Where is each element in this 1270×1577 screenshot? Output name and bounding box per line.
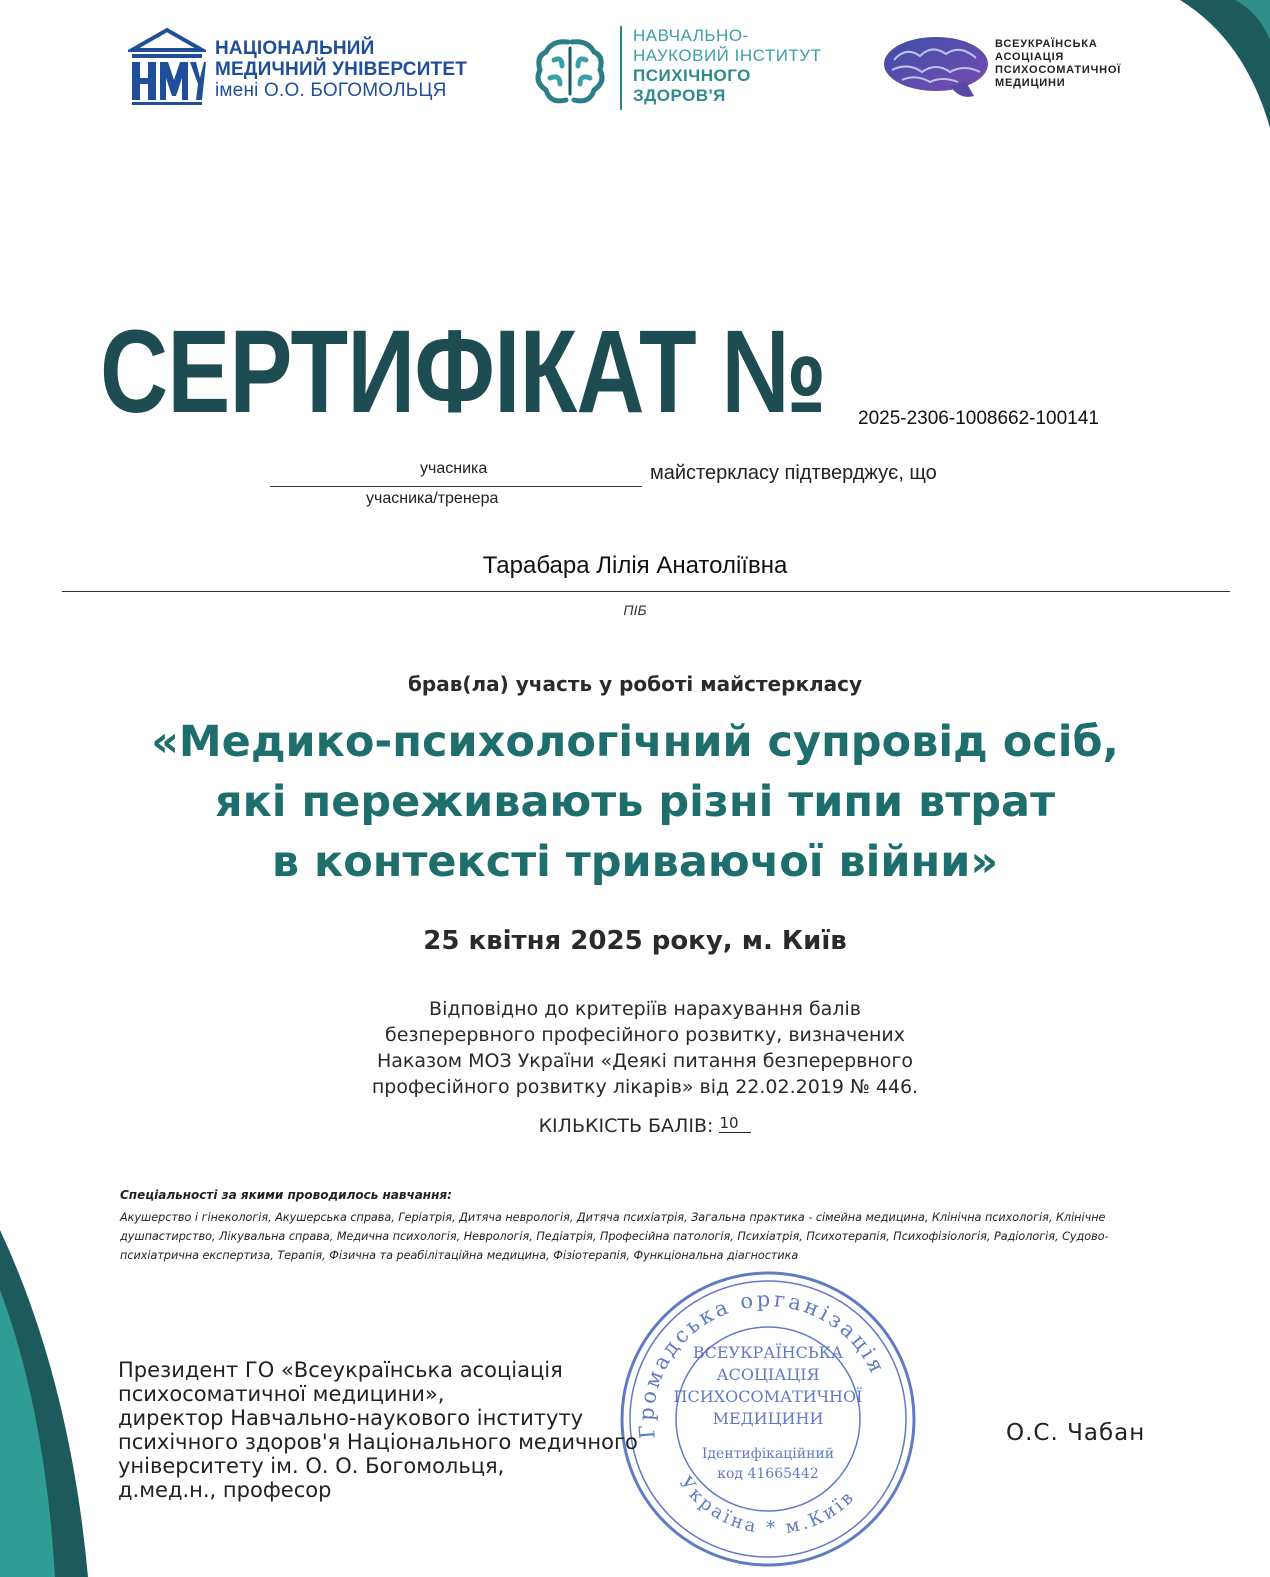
association-name: ВСЕУКРАЇНСЬКА АСОЦІАЦІЯ ПСИХОСОМАТИЧНОЇ МЕДИЦИНИ	[995, 38, 1122, 89]
university-name: НАЦІОНАЛЬНИЙ МЕДИЧНИЙ УНІВЕРСИТЕТ імені О.О. БОГОМОЛЬЦЯ	[215, 38, 468, 101]
participation-text: брав(ла) участь у роботі майстеркласу	[407, 672, 863, 696]
association-brain-logo-icon	[880, 34, 990, 102]
signer-position: Президент ГО «Всеукраїнська асоціація психосоматичної медицини», директор Навчально-наукового інституту психічного здоров'я Національного медичного університету ім. О. О. Богомольця, д.мед.н., професор	[118, 1358, 638, 1502]
role-hint: учасника/тренера	[366, 490, 499, 507]
certificate-number: 2025-2306-1008662-100141	[858, 408, 1099, 429]
course-title: «Медико-психологічний супровід осіб, які переживають різні типи втрат в контексті триваючої війни»	[151, 717, 1119, 887]
stamp-line-3: ПСИХОСОМАТИЧНОЇ	[673, 1387, 863, 1406]
stamp-id-label: Ідентифікаційний	[701, 1446, 835, 1462]
stamp-line-1: ВСЕУКРАЇНСЬКА	[692, 1343, 844, 1362]
stamp-bottom-text: Україна * м.Київ	[674, 1472, 860, 1539]
bottom-left-corner-decoration	[0, 1230, 90, 1577]
university-logo-icon	[128, 26, 206, 106]
certificate-title: СЕРТИФІКАТ №	[100, 306, 826, 438]
stamp-line-2: АСОЦІАЦІЯ	[716, 1365, 820, 1384]
signer-name: О.С. Чабан	[1006, 1420, 1146, 1446]
organization-stamp	[617, 1268, 919, 1570]
specialties-list: Акушерство і гінекологія, Акушерська справа, Геріатрія, Дитяча неврологія, Дитяча психіатрія, Загальна практика - сімейна медицина, Клінічна психологія, Клінічне душпастирство, Лікувальна справа, Медична психологія, Неврологія, Педіатрія, Професійна патологія, Психіатрія, Психотерапія, Психофізіологія, Радіологія, Судово-психіатрична експертиза, Терапія, Фізична та реабілітаційна медицина, Фізіотерапія, Функціональна діагностика	[120, 1211, 1109, 1262]
criteria-text: Відповідно до критеріїв нарахування балів безперервного професійного розвитку, визначених Наказом МОЗ України «Деякі питання безперервного професійного розвитку лікарів» від 22.02.2019 № 446.	[371, 998, 919, 1098]
points-value: 10	[719, 1114, 751, 1133]
logo-separator	[620, 26, 622, 110]
stamp-code: код 41665442	[717, 1466, 819, 1482]
points-label: КІЛЬКІСТЬ БАЛІВ:	[538, 1115, 714, 1137]
top-right-corner-decoration	[1150, 0, 1270, 130]
points-row	[0, 1114, 1270, 1137]
specialties-heading: Спеціальності за якими проводилось навчання:	[120, 1188, 452, 1202]
role-underline	[270, 486, 642, 487]
stamp-outer-text: Громадська організація	[634, 1287, 891, 1440]
name-caption: ПІБ	[623, 602, 647, 618]
role-value: учасника	[420, 460, 488, 477]
brain-logo-icon	[532, 34, 607, 109]
name-underline	[62, 591, 1230, 592]
institute-name: НАВЧАЛЬНО- НАУКОВИЙ ІНСТИТУТ ПСИХІЧНОГО ЗДОРОВ'Я	[633, 26, 822, 105]
participant-name: Тарабара Лілія Анатоліївна	[482, 552, 788, 579]
stamp-line-4: МЕДИЦИНИ	[712, 1409, 824, 1428]
date-place: 25 квітня 2025 року, м. Київ	[423, 926, 847, 956]
confirm-text: майстеркласу підтверджує, що	[650, 462, 937, 484]
